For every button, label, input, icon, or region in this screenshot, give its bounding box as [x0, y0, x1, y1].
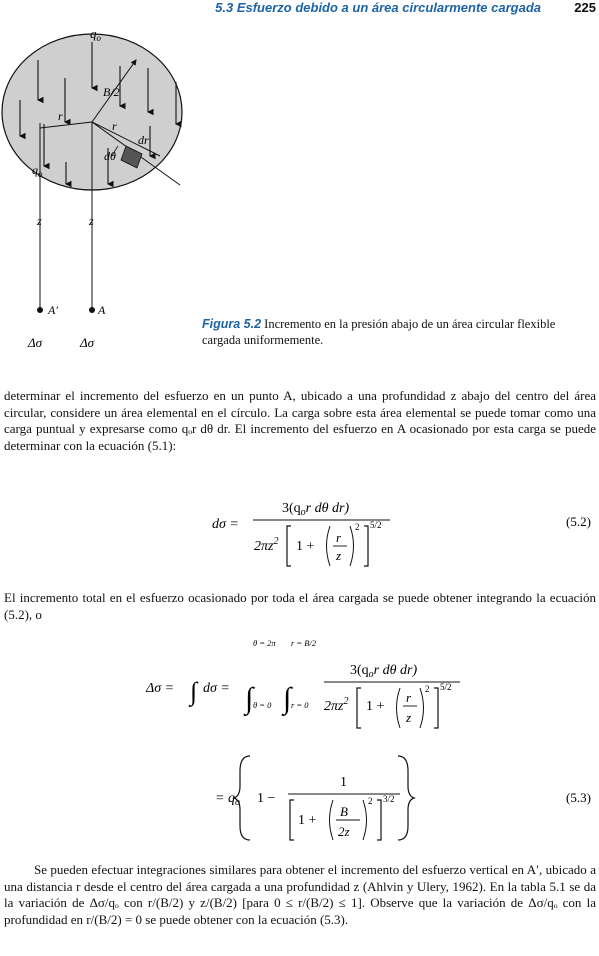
svg-text:θ = 2π: θ = 2π	[253, 638, 276, 648]
svg-text:r: r	[406, 690, 412, 705]
svg-text:∫: ∫	[245, 682, 254, 715]
svg-text:r: r	[112, 119, 117, 133]
svg-text:dσ =: dσ =	[203, 681, 230, 696]
point-a-prime	[37, 307, 43, 313]
svg-text:1 +: 1 +	[366, 699, 385, 714]
paragraph-1: determinar el incremento del esfuerzo en un punto A, ubicado a una profundidad z abajo del centro del área circular, considere un área elemental en el círculo. La carga sobre esta área elemental se puede tomar como una carga puntual y expresarse como qₒr dθ dr. El incremento del esfuerzo en A ocasionado por esta carga se puede determinar con la ecuación (5.1):	[4, 388, 596, 453]
point-a	[89, 307, 95, 313]
svg-text:= qo: = $q_o$	[215, 791, 240, 808]
svg-text:B/2: B/2	[103, 85, 120, 99]
svg-text:r: r	[58, 109, 63, 123]
paragraph-3: Se pueden efectuar integraciones similares para obtener el incremento del esfuerzo vertical en A′, ubicado a una distancia r desde el centro del área cargada a una profundidad z (Ahlvin y Ulery, 1962). En la tabla 5.1 se da la variación de Δσ/qₒ con r/(B/2) y z/(B/2) [para 0 ≤ r/(B/2) ≤ 1]. Observe que la variación de Δσ/qₒ con la profundidad en r/(B/2) = 0 se puede obtener con la ecuación (5.3).	[4, 862, 596, 927]
svg-text:∫: ∫	[190, 677, 198, 706]
svg-text:(5.3): (5.3)	[566, 790, 591, 805]
page-number: 225	[574, 0, 596, 15]
svg-text:2πz2: $2\pi z^2$	[254, 536, 279, 554]
svg-text:3(qor dθ dr): $3(q_or$ dθ dr)	[282, 501, 350, 518]
svg-text:(5.2): (5.2)	[566, 514, 591, 529]
svg-text:3/2: 3/2	[383, 794, 395, 804]
svg-text:Δσ: Δσ	[28, 335, 43, 350]
svg-text:qo: $q_o$	[90, 26, 101, 43]
svg-text:dr: dr	[138, 133, 149, 147]
svg-text:1: 1	[340, 775, 347, 790]
svg-text:dσ =: dσ =	[212, 517, 239, 532]
svg-text:2πz2: $2\pi z^2$	[324, 696, 349, 714]
svg-text:r = B/2: r = B/2	[291, 638, 317, 648]
svg-text:z: z	[406, 710, 412, 725]
figure-label: Figura 5.2	[202, 317, 262, 331]
svg-text:1 +: 1 +	[296, 539, 315, 554]
section-title: 5.3 Esfuerzo debido a un área circularmente cargada	[215, 0, 541, 15]
running-header	[0, 0, 599, 18]
svg-text:Δσ: Δσ	[80, 335, 95, 350]
svg-text:1 +: 1 +	[298, 813, 317, 828]
svg-text:A′: A′	[48, 303, 58, 317]
svg-text:dθ: dθ	[104, 149, 116, 163]
svg-text:5/2: 5/2	[370, 520, 382, 530]
svg-text:θ = 0: θ = 0	[253, 700, 272, 710]
svg-text:z: z	[336, 548, 342, 563]
svg-text:2: 2	[425, 684, 430, 694]
figure-5-2	[0, 20, 200, 360]
svg-text:2z: 2z	[338, 824, 350, 839]
equation-5-3	[0, 636, 599, 848]
svg-text:z: z	[37, 214, 42, 228]
svg-text:r: r	[336, 530, 342, 545]
svg-text:1 −: 1 −	[257, 791, 276, 806]
svg-text:5/2: 5/2	[440, 682, 452, 692]
svg-text:r = 0: r = 0	[291, 700, 309, 710]
svg-text:A: A	[98, 303, 106, 317]
svg-text:B: B	[340, 804, 348, 819]
paragraph-2: El incremento total en el esfuerzo ocasionado por toda el área cargada se puede obtener integrando la ecuación (5.2), o	[4, 590, 596, 622]
svg-text:z: z	[89, 214, 94, 228]
svg-text:3(qor dθ dr): $3(q_or$ dθ dr)	[350, 663, 418, 680]
figure-caption	[202, 316, 582, 348]
equation-5-2	[0, 490, 599, 574]
svg-text:Δσ =: Δσ =	[146, 681, 175, 696]
svg-text:qo: $q_o$	[32, 163, 43, 179]
figure-caption-text: Incremento en la presión abajo de un área circular flexible cargada uniformemente.	[202, 317, 556, 347]
svg-text:2: 2	[355, 522, 360, 532]
svg-text:2: 2	[368, 796, 373, 806]
svg-text:∫: ∫	[283, 682, 292, 715]
